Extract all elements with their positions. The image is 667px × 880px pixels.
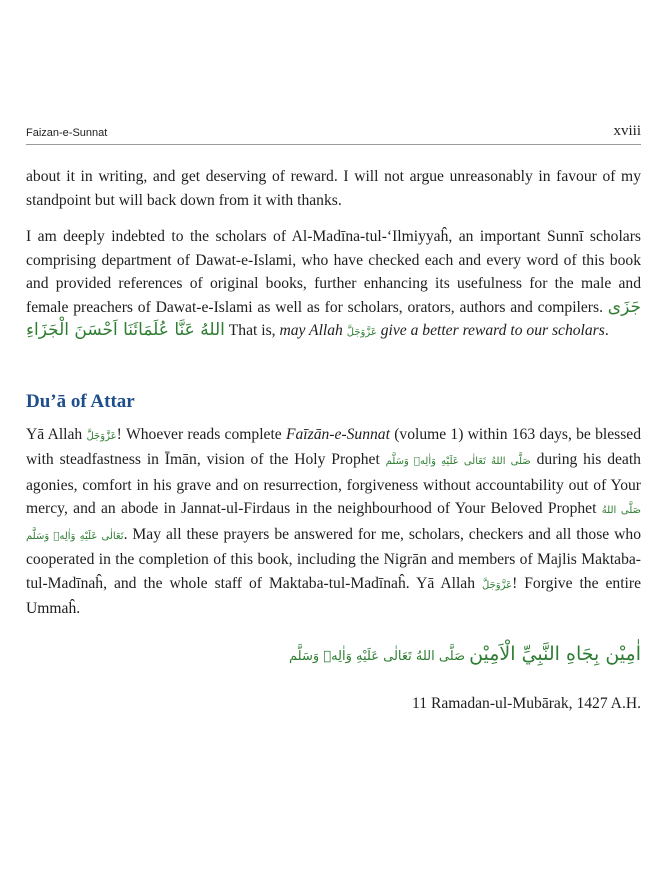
section-heading: Du’ā of Attar [26,390,135,412]
italic-text: may Allah [279,322,343,339]
dua-text: . May all these prayers be answered for me, scholars, checkers and all those who cooperated in the completion of this book, including the Nigrān and members of Majlis Maktaba-tul-Madīnaĥ, and the whole staff of Maktaba-tul-Madīnaĥ. Yā Allah [26,525,642,592]
page-number: xviii [613,123,641,139]
closing-dua [26,643,641,665]
dua-text: ! Forgive the entire Ummaĥ. [26,574,641,617]
italic-text: give a better reward to our scholars [380,322,605,339]
running-header [26,120,641,145]
closing-dua-salutation: صَلَّى اللهُ تَعَالٰى عَلَيْهِ وَاٰلِهٖ وَسَلَّم [289,648,466,664]
dua-text: ! Whoever reads complete [116,425,282,443]
period: . [604,322,609,339]
paragraph-dua [26,423,641,621]
dua-text: Yā Allah [26,425,83,443]
closing-dua-main: اٰمِيْن بِجَاهِ النَّبِيِّ الْاَمِيْن [469,642,641,665]
azzawajal-glyph: عَزَّوَجَلَّ [482,579,513,591]
arabic-prayer: جَزَى اللهُ عَنَّا عُلَمَائَنَا اَحْسَنَ الْجَزَاءِ [26,296,641,340]
paragraph-continuation [26,165,641,212]
salutation-glyph: صَلَّى اللهُ تَعَالٰى عَلَيْهِ وَاٰلِهٖ وَسَلَّم [26,505,642,542]
page-body [26,165,641,713]
azzawajal-glyph: عَزَّوَجَلَّ [86,430,117,442]
book-title-italic: Faīzān-e-Sunnat [285,425,390,443]
azzawajal-glyph: عَزَّوَجَلَّ [346,327,377,338]
paragraph-text: about it in writing, and get deserving of reward. I will not argue unreasonably in favour of my standpoint but will back down from it with thanks. [26,168,641,209]
date-line: 11 Ramadan-ul-Mubārak, 1427 A.H. [412,694,641,712]
salutation-glyph: صَلَّى اللهُ تَعَالٰى عَلَيْهِ وَاٰلِهٖ وَسَلَّم [385,456,531,467]
book-title: Faizan-e-Sunnat [26,127,108,139]
dua-text: during his death agonies, comfort in his grave and on resurrection, forgiveness without accountability out of Your mercy, and an abode in Jannat-ul-Firdaus in the neighbourhood of Your Beloved Prophet [26,451,641,517]
paragraph-text: I am deeply indebted to the scholars of Al-Madīna-tul-‘Ilmiyyaĥ, an important Sunnī scholars comprising department of Dawat-e-Islami, who have checked each and every word of this book and provided references of original books, further enhancing its usefulness for the male and female preachers of Dawat-e-Islami as well as for scholars, orators, authors and compilers. [26,228,641,316]
dua-text: (volume 1) within 163 days, be blessed with steadfastness in Īmān, vision of the Holy Prophet [26,425,642,468]
paragraph-acknowledgement [26,225,641,345]
that-is-text: That is, [228,322,276,339]
